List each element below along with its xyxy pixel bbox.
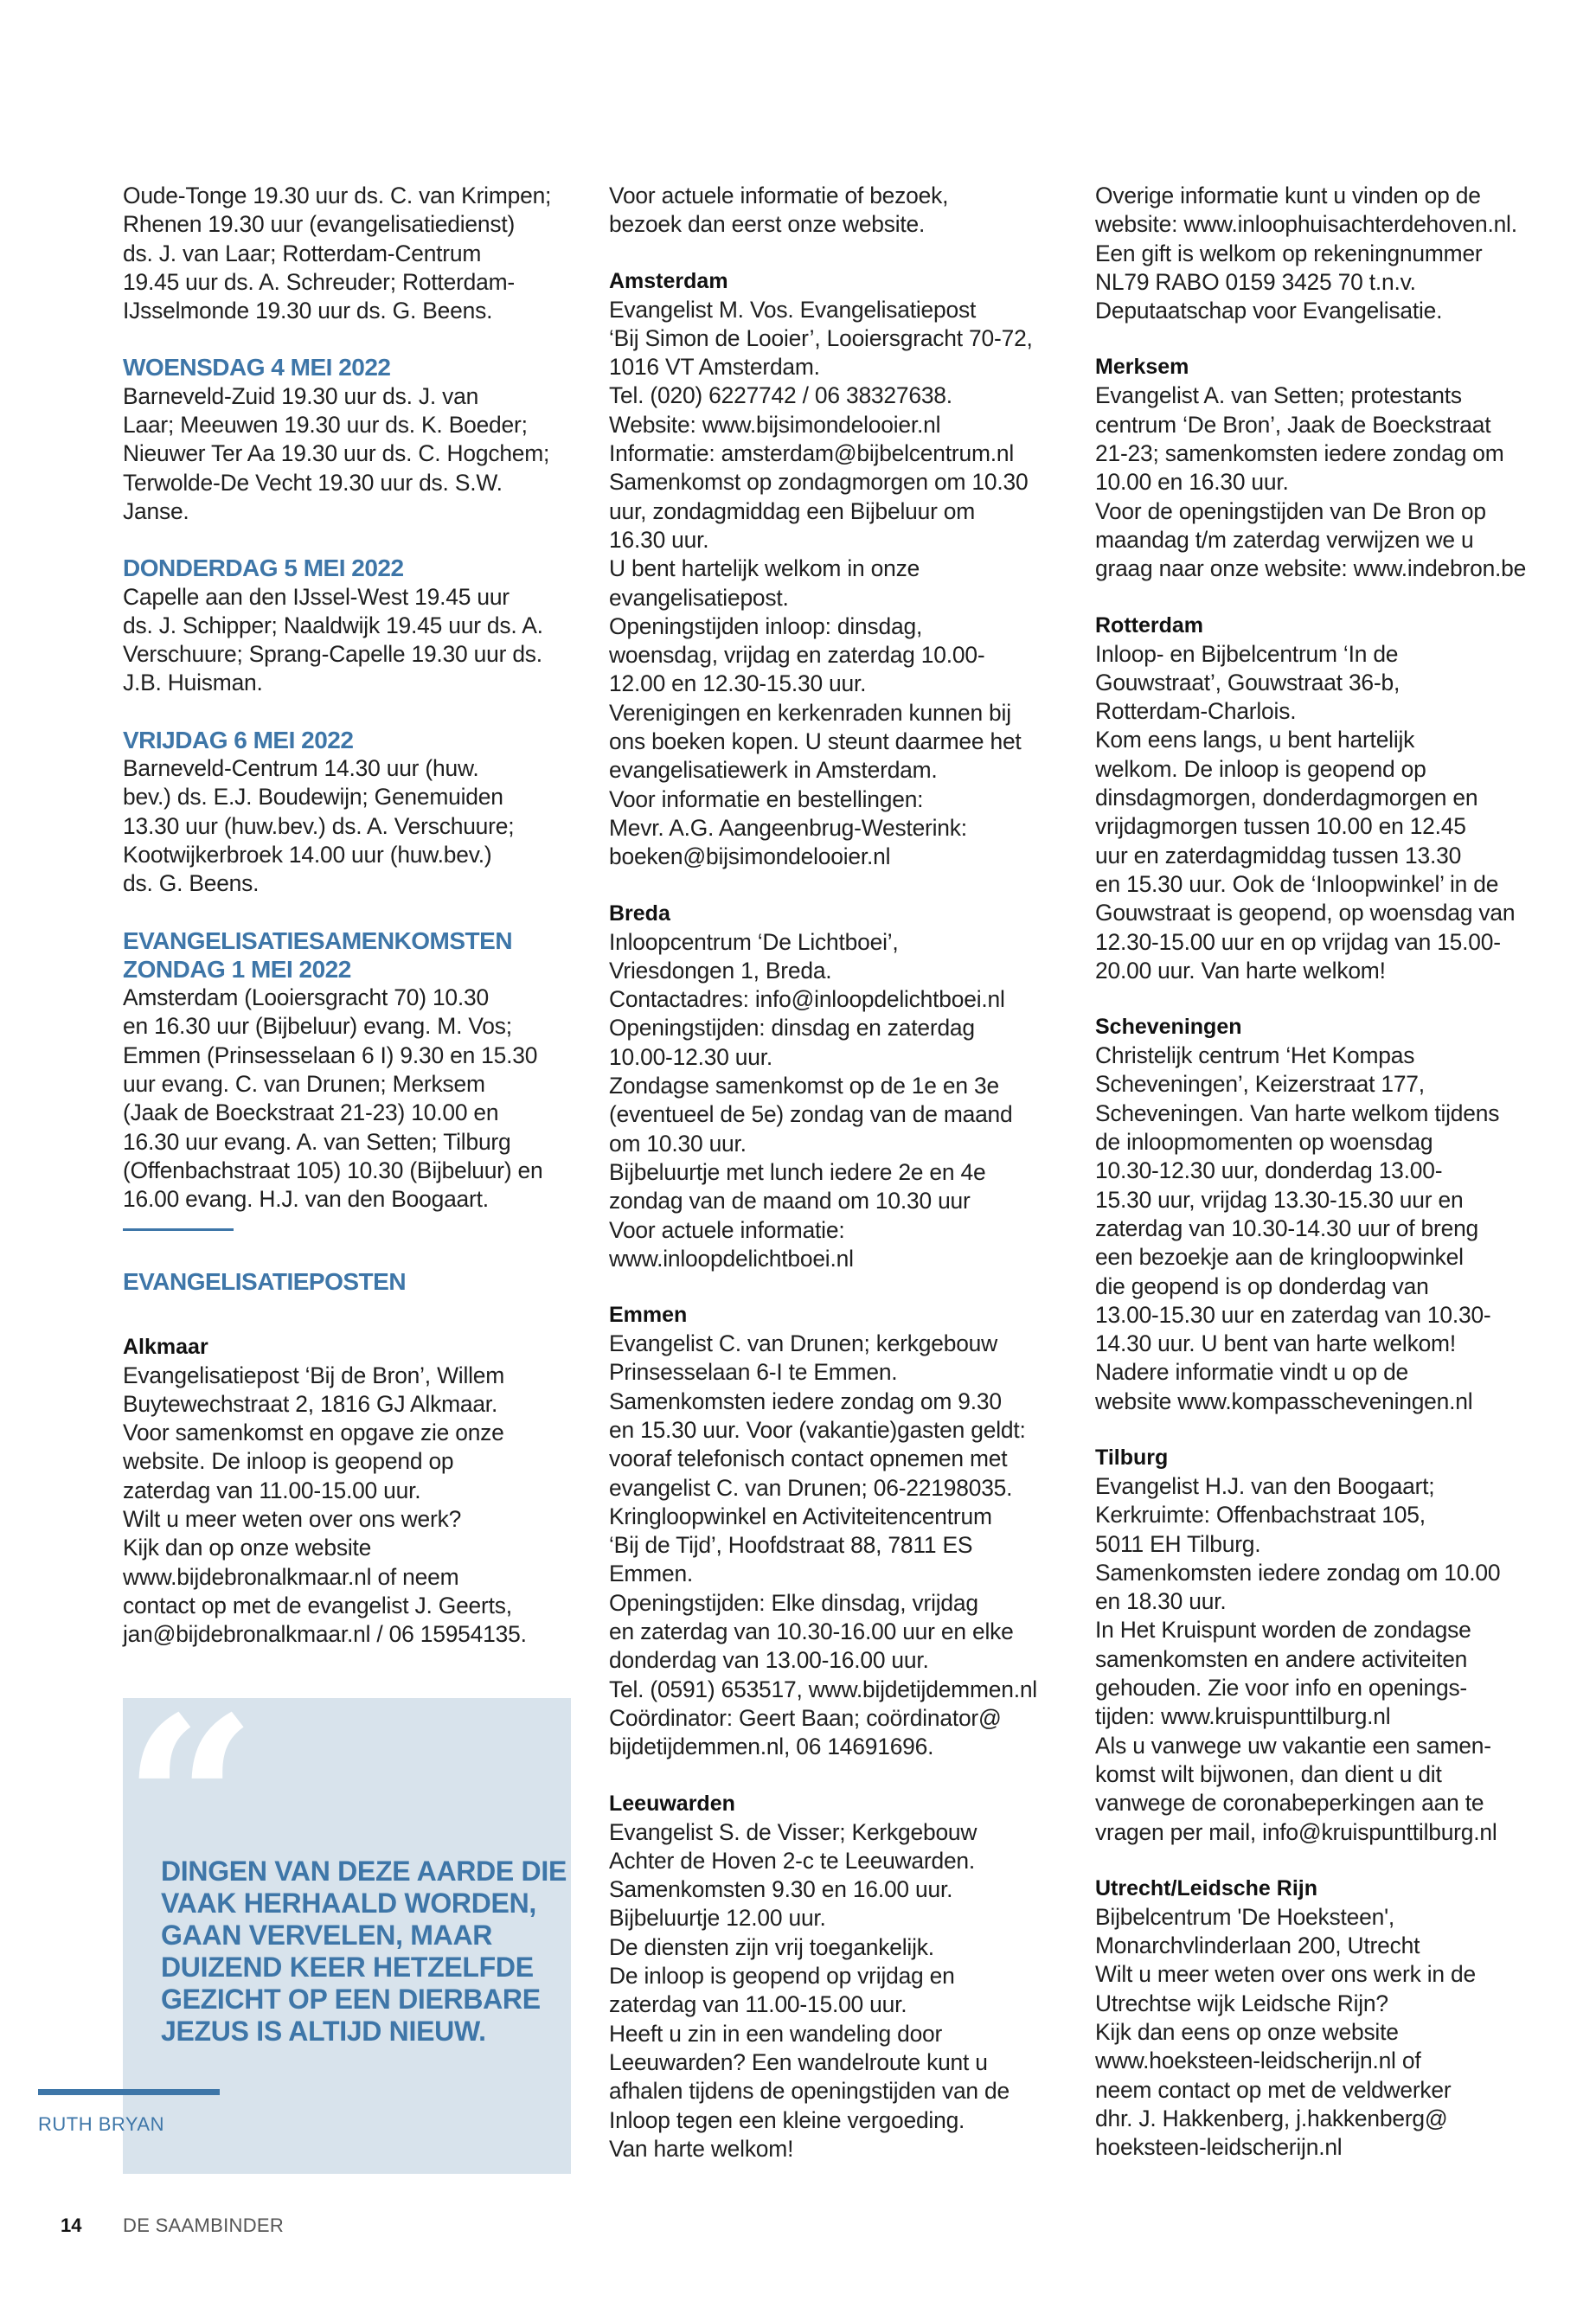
text-line: Tel. (020) 6227742 / 06 38327638.: [609, 382, 952, 409]
text-line: Verschuure; Sprang-Capelle 19.30 uur ds.: [123, 641, 542, 668]
text-line: (Offenbachstraat 105) 10.30 (Bijbeluur) en: [123, 1157, 543, 1183]
day-wednesday: [123, 353, 590, 526]
text-line: neem contact op met de veldwerker: [1095, 2076, 1452, 2103]
text-line: Een gift is welkom op rekeningnummer: [1095, 240, 1483, 266]
text-line: Rotterdam-Charlois.: [1095, 698, 1297, 725]
text-line: Voor informatie en bestellingen:: [609, 785, 924, 812]
text-line: zaterdag van 11.00-15.00 uur.: [123, 1477, 421, 1503]
text-line: Samenkomsten iedere zondag om 10.00: [1095, 1559, 1501, 1586]
text-line: Deputaatschap voor Evangelisatie.: [1095, 298, 1443, 324]
text-line: bijdetijdemmen.nl, 06 14691696.: [609, 1734, 934, 1760]
day-thursday: [123, 554, 590, 697]
text-line: 12.30-15.00 uur en op vrijdag van 15.00-: [1095, 928, 1501, 955]
pull-quote-box: [123, 1665, 571, 2174]
quote-divider: [38, 2089, 220, 2095]
text-line: Voor actuele informatie of bezoek,: [609, 183, 949, 208]
text-line: website www.kompasscheveningen.nl: [1095, 1388, 1473, 1414]
text-line: IJsselmonde 19.30 uur ds. G. Beens.: [123, 298, 493, 324]
text-line: 13.30 uur (huw.bev.) ds. A. Verschuure;: [123, 812, 515, 839]
text-line: Evangelist A. van Setten; protestants: [1095, 382, 1462, 409]
day-friday: [123, 726, 590, 899]
text-line: Achter de Hoven 2-c te Leeuwarden.: [609, 1847, 976, 1874]
post-name: Scheveningen: [1095, 1015, 1242, 1040]
text-line: uur, zondagmiddag een Bijbeluur om: [609, 497, 976, 524]
post-name: Tilburg: [1095, 1445, 1169, 1470]
text-line: Wilt u meer weten over ons werk in de: [1095, 1961, 1476, 1988]
text-line: Emmen.: [609, 1561, 694, 1587]
text-line: Evangelist H.J. van den Boogaart;: [1095, 1472, 1435, 1499]
text-line: 16.30 uur.: [609, 526, 709, 553]
text-line: een bezoekje aan de kringloopwinkel: [1095, 1244, 1464, 1271]
text-line: Amsterdam (Looiersgracht 70) 10.30: [123, 984, 489, 1011]
quote-line: DUIZEND KEER HETZELFDE: [161, 1952, 534, 1983]
text-line: ds. J. Schipper; Naaldwijk 19.45 uur ds. A.: [123, 612, 543, 638]
text-line: Christelijk centrum ‘Het Kompas: [1095, 1042, 1415, 1069]
text-line: dinsdagmorgen, donderdagmorgen en: [1095, 785, 1478, 811]
text-line: Wilt u meer weten over ons werk?: [123, 1505, 462, 1532]
text-line: bezoek dan eerst onze website.: [609, 211, 926, 238]
text-line: U bent hartelijk welkom in onze: [609, 555, 920, 582]
text-line: evangelisatiewerk in Amsterdam.: [609, 757, 938, 784]
text-line: Scheveningen’, Keizerstraat 177,: [1095, 1071, 1425, 1098]
text-line: zaterdag van 11.00-15.00 uur.: [609, 1991, 907, 2018]
text-line: zaterdag van 10.30-14.30 uur of breng: [1095, 1215, 1479, 1241]
quote-line: DINGEN VAN DEZE AARDE DIE: [161, 1856, 567, 1887]
text-line: centrum ‘De Bron’, Jaak de Boeckstraat: [1095, 411, 1491, 438]
text-line: ds. J. van Laar; Rotterdam-Centrum: [123, 240, 482, 266]
text-line: In Het Kruispunt worden de zondagse: [1095, 1617, 1471, 1644]
text-line: Oude-Tonge 19.30 uur ds. C. van Krimpen;: [123, 183, 552, 208]
text-line: Contactadres: info@inloopdelichtboei.nl: [609, 986, 1005, 1013]
text-line: uur evang. C. van Drunen; Merksem: [123, 1071, 485, 1098]
text-line: Voor actuele informatie:: [609, 1216, 845, 1243]
text-line: 20.00 uur. Van harte welkom!: [1095, 957, 1386, 984]
text-line: ds. G. Beens.: [123, 870, 260, 897]
text-line: Scheveningen. Van harte welkom tijdens: [1095, 1099, 1500, 1126]
text-line: Evangelist C. van Drunen; kerkgebouw: [609, 1330, 998, 1357]
text-line: hoeksteen-leidscherijn.nl: [1095, 2134, 1343, 2161]
text-line: Rhenen 19.30 uur (evangelisatiedienst): [123, 211, 516, 238]
day-heading: WOENSDAG 4 MEI 2022: [123, 354, 391, 381]
text-line: woensdag, vrijdag en zaterdag 10.00-: [609, 642, 985, 669]
text-line: jan@bijdebronalkmaar.nl / 06 15954135.: [123, 1621, 527, 1648]
quote-mark-icon: “: [123, 1665, 258, 1940]
text-line: Bijbelcentrum 'De Hoeksteen',: [1095, 1903, 1395, 1930]
column-1: [123, 182, 590, 1649]
text-line: vooraf telefonisch contact opnemen met: [609, 1445, 1008, 1472]
text-line: Evangelist M. Vos. Evangelisatiepost: [609, 296, 977, 323]
text-line: Openingstijden: dinsdag en zaterdag: [609, 1015, 975, 1042]
text-line: website. De inloop is geopend op: [123, 1448, 454, 1475]
text-line: tijden: www.kruispunttilburg.nl: [1095, 1703, 1391, 1730]
text-line: Als u vanwege uw vakantie een samen-: [1095, 1732, 1491, 1759]
day-heading: EVANGELISATIESAMENKOMSTEN: [123, 926, 513, 954]
column-2: [609, 182, 1076, 2163]
text-line: vrijdagmorgen tussen 10.00 en 12.45: [1095, 813, 1466, 840]
text-line: samenkomsten en andere activiteiten: [1095, 1645, 1468, 1672]
intro-note: [609, 182, 1076, 240]
column-3: [1095, 182, 1562, 2163]
text-line: contact op met de evangelist J. Geerts,: [123, 1592, 512, 1618]
text-line: ‘Bij Simon de Looier’, Looiersgracht 70-72,: [609, 324, 1033, 351]
text-line: evangelist C. van Drunen; 06-22198035.: [609, 1474, 1013, 1501]
text-line: Nieuwer Ter Aa 19.30 uur ds. C. Hogchem;: [123, 440, 550, 467]
text-line: graag naar onze website: www.indebron.be: [1095, 555, 1527, 582]
text-line: website: www.inloophuisachterdehoven.nl.: [1095, 211, 1517, 238]
text-line: www.hoeksteen-leidscherijn.nl of: [1095, 2048, 1421, 2074]
quote-line: GAAN VERVELEN, MAAR: [161, 1920, 493, 1951]
post-breda: [609, 900, 1076, 1274]
text-line: Website: www.bijsimondelooier.nl: [609, 411, 941, 438]
text-line: om 10.30 uur.: [609, 1130, 747, 1157]
text-line: De diensten zijn vrij toegankelijk.: [609, 1933, 934, 1960]
text-line: Janse.: [123, 497, 189, 524]
page-number: 14: [61, 2214, 82, 2236]
post-scheveningen: [1095, 1013, 1562, 1416]
post-name: Merksem: [1095, 355, 1189, 380]
text-line: 16.30 uur evang. A. van Setten; Tilburg: [123, 1128, 511, 1155]
text-line: Kringloopwinkel en Activiteitencentrum: [609, 1503, 992, 1529]
text-line: Coördinator: Geert Baan; coördinator@: [609, 1704, 1002, 1731]
text-line: boeken@bijsimondelooier.nl: [609, 843, 891, 870]
quote-line: JEZUS IS ALTIJD NIEUW.: [161, 2016, 486, 2047]
post-leeuwarden: [609, 1790, 1076, 2164]
text-line: evangelisatiepost.: [609, 584, 789, 611]
text-line: vragen per mail, info@kruispunttilburg.nl: [1095, 1818, 1497, 1845]
day-heading: DONDERDAG 5 MEI 2022: [123, 554, 404, 582]
text-line: Bijbeluurtje 12.00 uur.: [609, 1905, 826, 1932]
post-name: Emmen: [609, 1303, 688, 1328]
text-line: Bijbeluurtje met lunch iedere 2e en 4e: [609, 1158, 986, 1185]
text-line: Kootwijkerbroek 14.00 uur (huw.bev.): [123, 841, 492, 868]
text-line: 16.00 evang. H.J. van den Boogaart.: [123, 1186, 489, 1213]
quote-author: RUTH BRYAN: [38, 2113, 164, 2135]
text-line: en 15.30 uur. Ook de ‘Inloopwinkel’ in de: [1095, 870, 1499, 897]
text-line: 14.30 uur. U bent van harte welkom!: [1095, 1330, 1456, 1357]
text-line: Inloop tegen een kleine vergoeding.: [609, 2106, 965, 2133]
post-name: Amsterdam: [609, 268, 728, 293]
quote-line: GEZICHT OP EEN DIERBARE: [161, 1984, 541, 2015]
text-line: Openingstijden inloop: dinsdag,: [609, 612, 923, 639]
text-line: Leeuwarden? Een wandelroute kunt u: [609, 2048, 988, 2075]
intro-gift: [1095, 182, 1562, 325]
text-line: (Jaak de Boeckstraat 21-23) 10.00 en: [123, 1099, 499, 1126]
text-line: Buytewechstraat 2, 1816 GJ Alkmaar.: [123, 1390, 498, 1417]
text-line: Kijk dan op onze website: [123, 1535, 372, 1561]
text-line: 10.00 en 16.30 uur.: [1095, 469, 1289, 496]
day-heading: ZONDAG 1 MEI 2022: [123, 955, 351, 983]
text-line: en 16.30 uur (Bijbeluur) evang. M. Vos;: [123, 1013, 512, 1040]
text-line: Openingstijden: Elke dinsdag, vrijdag: [609, 1589, 978, 1616]
text-line: Capelle aan den IJssel-West 19.45 uur: [123, 583, 510, 610]
text-line: Informatie: amsterdam@bijbelcentrum.nl: [609, 440, 1015, 467]
post-amsterdam: [609, 267, 1076, 872]
text-line: 21-23; samenkomsten iedere zondag om: [1095, 440, 1504, 467]
text-line: www.inloopdelichtboei.nl: [609, 1245, 854, 1272]
post-name: Utrecht/Leidsche Rijn: [1095, 1875, 1317, 1900]
section-divider: [123, 1228, 234, 1231]
text-line: Vriesdongen 1, Breda.: [609, 957, 832, 984]
text-line: ons boeken kopen. U steunt daarmee het: [609, 728, 1022, 755]
publication-name: DE SAAMBINDER: [123, 2214, 285, 2236]
text-line: Overige informatie kunt u vinden op de: [1095, 183, 1481, 208]
text-line: Samenkomst op zondagmorgen om 10.30: [609, 469, 1029, 496]
text-line: Barneveld-Centrum 14.30 uur (huw.: [123, 755, 479, 782]
text-line: Prinsesselaan 6-I te Emmen.: [609, 1359, 898, 1386]
text-line: Tel. (0591) 653517, www.bijdetijdemmen.nl: [609, 1676, 1037, 1702]
text-line: 10.00-12.30 uur.: [609, 1043, 773, 1070]
text-line: Gouwstraat is geopend, op woensdag van: [1095, 900, 1516, 926]
text-line: Kijk dan eens op onze website: [1095, 2019, 1399, 2046]
text-line: Nadere informatie vindt u op de: [1095, 1359, 1409, 1386]
post-emmen: [609, 1301, 1076, 1761]
text-line: 5011 EH Tilburg.: [1095, 1530, 1261, 1557]
text-line: Terwolde-De Vecht 19.30 uur ds. S.W.: [123, 469, 503, 496]
text-line: 12.00 en 12.30-15.30 uur.: [609, 670, 867, 697]
text-line: de inloopmomenten op woensdag: [1095, 1129, 1433, 1156]
post-name: Alkmaar: [123, 1334, 208, 1359]
text-line: Monarchvlinderlaan 200, Utrecht: [1095, 1932, 1420, 1959]
post-merksem: [1095, 353, 1562, 583]
text-line: Inloopcentrum ‘De Lichtboei’,: [609, 928, 899, 955]
quote-line: VAAK HERHAALD WORDEN,: [161, 1888, 536, 1919]
post-rotterdam: [1095, 612, 1562, 986]
text-line: Kerkruimte: Offenbachstraat 105,: [1095, 1502, 1426, 1529]
text-line: NL79 RABO 0159 3425 70 t.n.v.: [1095, 268, 1416, 295]
text-line: Emmen (Prinsesselaan 6 I) 9.30 en 15.30: [123, 1042, 538, 1068]
text-line: en 15.30 uur. Voor (vakantie)gasten geldt:: [609, 1416, 1026, 1443]
text-line: Gouwstraat’, Gouwstraat 36-b,: [1095, 669, 1401, 695]
text-line: Van harte welkom!: [609, 2135, 794, 2162]
text-line: afhalen tijdens de openingstijden van de: [609, 2078, 1010, 2105]
text-line: vanwege de coronabeperkingen aan te: [1095, 1790, 1484, 1817]
text-line: www.bijdebronalkmaar.nl of neem: [123, 1563, 459, 1590]
text-line: Heeft u zin in een wandeling door: [609, 2020, 943, 2047]
text-line: Barneveld-Zuid 19.30 uur ds. J. van: [123, 382, 479, 409]
text-line: Zondagse samenkomst op de 1e en 3e: [609, 1073, 999, 1099]
text-line: Inloop- en Bijbelcentrum ‘In de: [1095, 640, 1399, 667]
text-line: 15.30 uur, vrijdag 13.30-15.30 uur en: [1095, 1186, 1464, 1213]
text-line: Verenigingen en kerkenraden kunnen bij: [609, 699, 1011, 726]
post-alkmaar: [123, 1333, 590, 1650]
text-line: 10.30-12.30 uur, donderdag 13.00-: [1095, 1157, 1443, 1184]
text-line: Voor samenkomst en opgave zie onze: [123, 1420, 504, 1446]
text-line: donderdag van 13.00-16.00 uur.: [609, 1647, 929, 1674]
post-name: Leeuwarden: [609, 1791, 735, 1816]
text-line: gehouden. Zie voor info en openings-: [1095, 1675, 1468, 1702]
text-line: uur en zaterdagmiddag tussen 13.30: [1095, 842, 1462, 868]
post-utrecht-leidsche-rijn: [1095, 1875, 1562, 2163]
text-line: De inloop is geopend op vrijdag en: [609, 1963, 955, 1990]
text-line: Utrechtse wijk Leidsche Rijn?: [1095, 1990, 1388, 2016]
text-line: 1016 VT Amsterdam.: [609, 354, 820, 381]
text-line: J.B. Huisman.: [123, 670, 263, 696]
text-line: komst wilt bijwonen, dan dient u dit: [1095, 1760, 1442, 1787]
text-line: zondag van de maand om 10.30 uur: [609, 1188, 971, 1215]
post-tilburg: [1095, 1444, 1562, 1847]
text-line: bev.) ds. E.J. Boudewijn; Genemuiden: [123, 784, 503, 811]
text-line: Evangelisatiepost ‘Bij de Bron’, Willem: [123, 1362, 505, 1388]
day-sunday-evangelisation: [123, 926, 590, 1215]
section-heading-evangelisatieposten: EVANGELISATIEPOSTEN: [123, 1267, 407, 1295]
text-line: welkom. De inloop is geopend op: [1095, 755, 1426, 782]
text-line: die geopend is op donderdag van: [1095, 1272, 1429, 1299]
text-line: ‘Bij de Tijd’, Hoofdstraat 88, 7811 ES: [609, 1532, 973, 1559]
post-name: Rotterdam: [1095, 612, 1204, 638]
text-line: en zaterdag van 10.30-16.00 uur en elke: [609, 1618, 1014, 1645]
text-line: Voor de openingstijden van De Bron op: [1095, 497, 1486, 524]
text-line: dhr. J. Hakkenberg, j.hakkenberg@: [1095, 2105, 1448, 2131]
intro-services: [123, 182, 590, 325]
day-heading: VRIJDAG 6 MEI 2022: [123, 726, 354, 753]
text-line: Laar; Meeuwen 19.30 uur ds. K. Boeder;: [123, 412, 528, 439]
pull-quote-text: [161, 1856, 567, 2048]
text-line: Evangelist S. de Visser; Kerkgebouw: [609, 1818, 977, 1845]
post-name: Breda: [609, 901, 670, 926]
text-line: Kom eens langs, u bent hartelijk: [1095, 727, 1415, 753]
text-line: Mevr. A.G. Aangeenbrug-Westerink:: [609, 814, 967, 841]
text-line: maandag t/m zaterdag verwijzen we u: [1095, 526, 1474, 553]
text-line: Samenkomsten iedere zondag om 9.30: [609, 1388, 1002, 1414]
text-line: (eventueel de 5e) zondag van de maand: [609, 1101, 1013, 1128]
text-line: en 18.30 uur.: [1095, 1588, 1227, 1615]
text-line: 19.45 uur ds. A. Schreuder; Rotterdam-: [123, 268, 516, 295]
text-line: Samenkomsten 9.30 en 16.00 uur.: [609, 1876, 953, 1903]
text-line: 13.00-15.30 uur en zaterdag van 10.30-: [1095, 1301, 1491, 1328]
